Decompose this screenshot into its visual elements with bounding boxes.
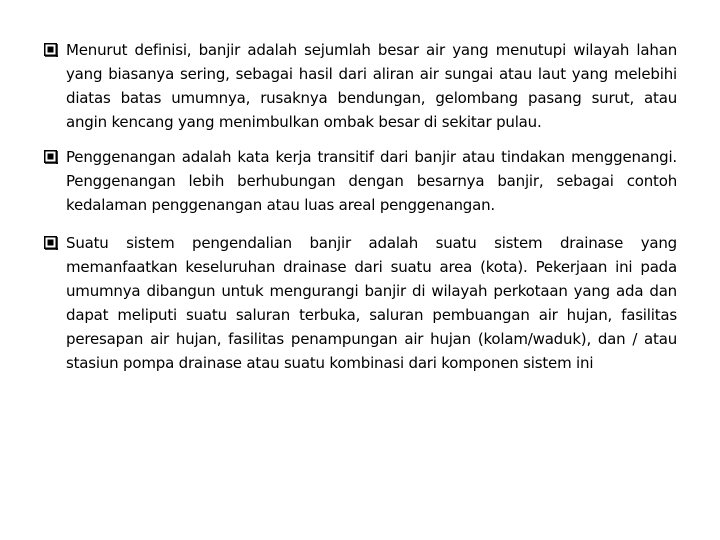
slide-content (44, 38, 677, 386)
checkbox-square-icon (44, 236, 58, 250)
bullet-text: Suatu sistem pengendalian banjir adalah suatu sistem drainase yang memanfaatkan keseluruhan drainase dari suatu area (kota). Pekerjaan ini pada umumnya dibangun untuk mengurangi banjir di wilayah perkotaan yang ada dan dapat meliputi suatu saluran terbuka, saluran pembuangan air hujan, fasilitas peresapan air hujan, fasilitas penampungan air hujan (kolam/waduk), dan / atau stasiun pompa drainase atau suatu kombinasi dari komponen sistem ini (66, 234, 677, 372)
bullet-text: Penggenangan adalah kata kerja transitif dari banjir atau tindakan menggenangi. Penggenangan lebih berhubungan dengan besarnya banjir, sebagai contoh kedalaman penggenangan atau luas areal penggenangan. (66, 148, 677, 214)
bullet-item (44, 231, 677, 375)
bullet-item (44, 38, 677, 134)
checkbox-square-icon (44, 150, 58, 164)
bullet-text: Menurut definisi, banjir adalah sejumlah besar air yang menutupi wilayah lahan yang biasanya sering, sebagai hasil dari aliran air sungai atau laut yang melebihi diatas batas umumnya, rusaknya bendungan, gelombang pasang surut, atau angin kencang yang menimbulkan ombak besar di sekitar pulau. (66, 41, 677, 131)
checkbox-square-icon (44, 43, 58, 57)
bullet-item (44, 145, 677, 217)
